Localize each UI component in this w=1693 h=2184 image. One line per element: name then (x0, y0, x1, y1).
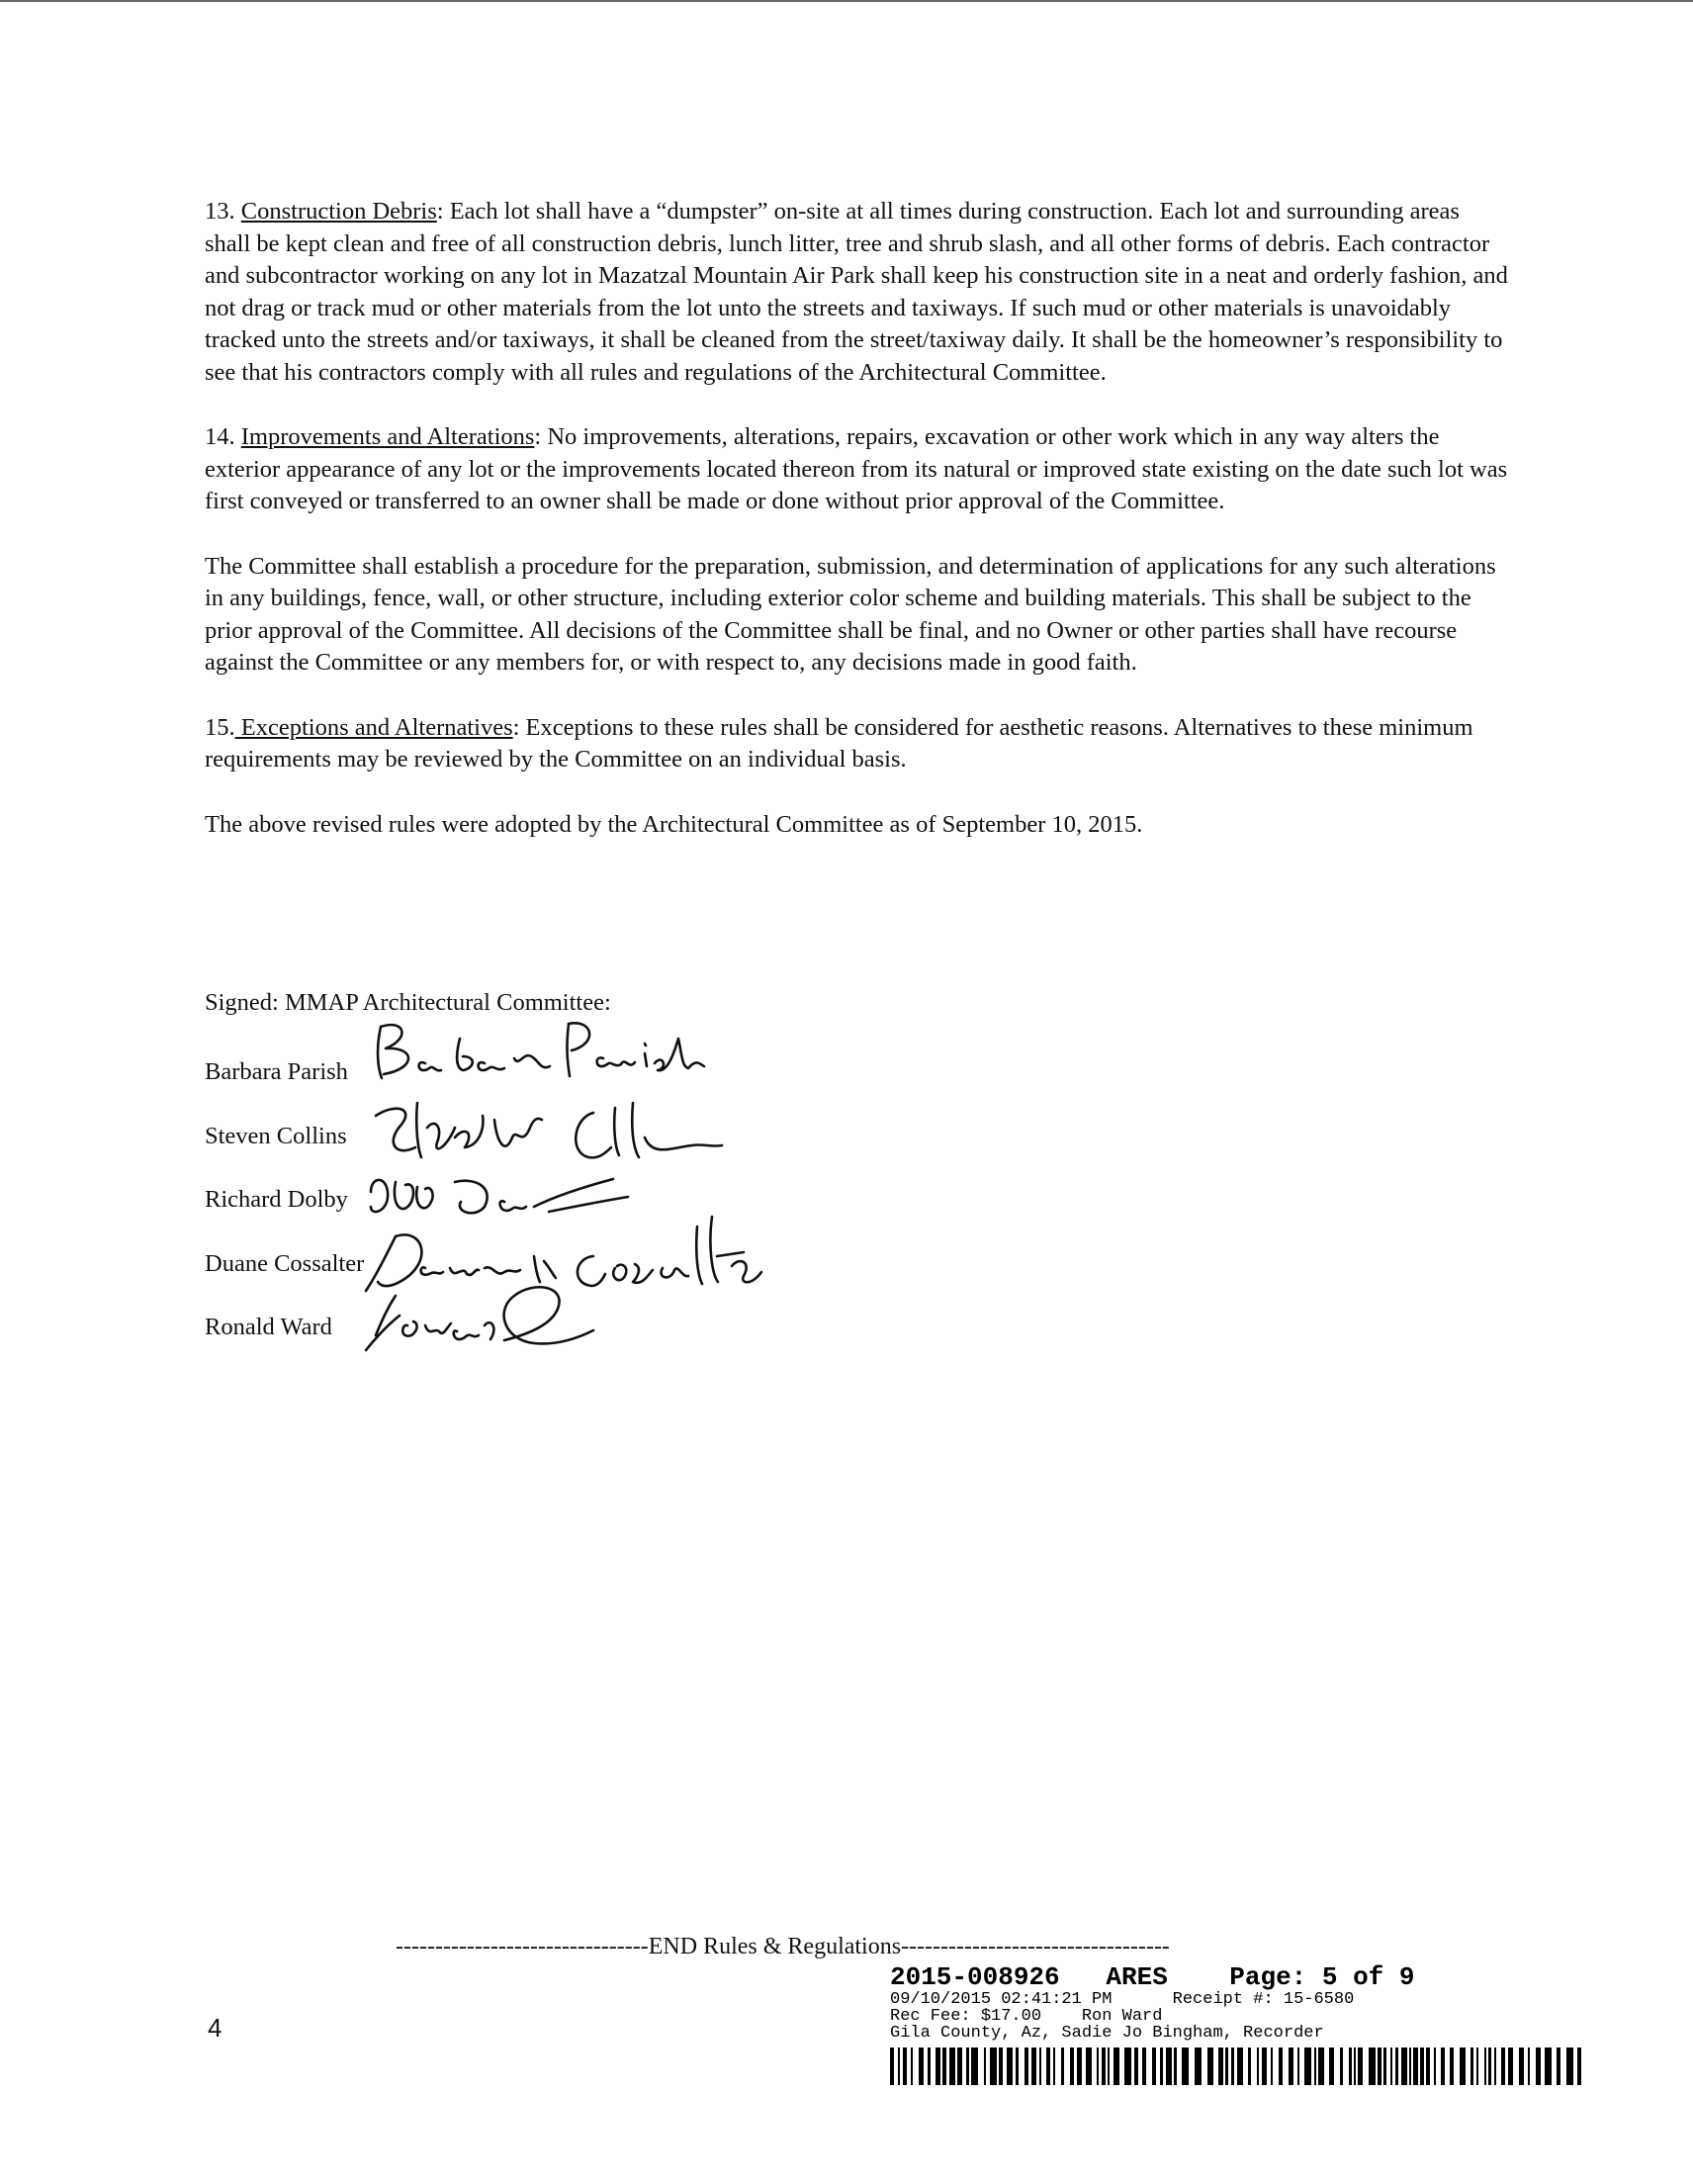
section-15-number: 15. (205, 713, 235, 741)
barcode-bar (999, 2048, 1003, 2085)
section-14-heading: Improvements and Alterations (240, 423, 535, 450)
barcode-bar (1039, 2048, 1041, 2085)
barcode-bar (1314, 2048, 1316, 2085)
barcode-bar (1390, 2048, 1392, 2085)
barcode-bar (984, 2048, 986, 2085)
barcode-bar (1031, 2048, 1036, 2085)
barcode-bar (1395, 2048, 1398, 2085)
section-14 (205, 421, 1510, 518)
barcode-bar (1257, 2048, 1259, 2085)
barcode-bar (1289, 2048, 1293, 2085)
barcode-bar (1086, 2048, 1092, 2085)
barcode-bar (1358, 2048, 1363, 2085)
recorder-stamp (890, 1963, 1415, 2042)
barcode-bar (1434, 2048, 1436, 2085)
barcode-bar (1182, 2048, 1189, 2085)
barcode-bar (1566, 2048, 1573, 2085)
barcode-bar (1329, 2048, 1334, 2085)
barcode-bar (1426, 2048, 1430, 2085)
end-of-rules-marker: --------------------------------END Rules & Regulations---------------------------------- (396, 1934, 1170, 1959)
barcode-bar (1401, 2048, 1407, 2085)
barcode-bar (1174, 2048, 1177, 2085)
barcode-bar (971, 2048, 978, 2085)
barcode-bar (1279, 2048, 1283, 2085)
barcode-bar (1378, 2048, 1381, 2085)
barcode-bar (1450, 2048, 1454, 2085)
barcode-bar (1476, 2048, 1478, 2085)
barcode-bar (1207, 2048, 1213, 2085)
barcode-bar (1225, 2048, 1228, 2085)
barcode-bar (1304, 2048, 1311, 2085)
signature-steven-collins (376, 1103, 722, 1157)
barcode-bar (928, 2048, 931, 2085)
barcode-bar (1061, 2048, 1064, 2085)
barcode-bar (1231, 2048, 1234, 2085)
section-15-text: : Exceptions to these rules shall be considered for aesthetic reasons. Alternatives to these minimum requirements may be reviewed by the Committee on an individual basis. (205, 713, 1473, 773)
barcode-bar (966, 2048, 969, 2085)
signer-name: Ronald Ward (205, 1314, 332, 1340)
barcode-bar (911, 2048, 913, 2085)
barcode-bar (1053, 2048, 1055, 2085)
barcode-bar (1218, 2048, 1223, 2085)
barcode-bar (1494, 2048, 1496, 2085)
section-14-number: 14. (205, 423, 241, 450)
barcode-bar (1166, 2048, 1172, 2085)
barcode-bar (1160, 2048, 1163, 2085)
barcode-bar (1248, 2048, 1251, 2085)
signature-richard-dolby (371, 1179, 628, 1213)
section-14-text: : No improvements, alterations, repairs, excavation or other work which in any way alters the exterior appearance of any lot or the improvements located thereon from its natural or improved state existing on the date such lot was first conveyed or transferred to an owner shall be made or done without prior approval of the Committee. (205, 423, 1508, 514)
barcode-bar (919, 2048, 924, 2085)
barcode-bar (942, 2048, 946, 2085)
barcode-bar (903, 2048, 907, 2085)
barcode-bar (1077, 2048, 1082, 2085)
barcode-bar (1108, 2048, 1110, 2085)
barcode-bar (1557, 2048, 1560, 2085)
page-number: 4 (208, 2013, 223, 2043)
barcode-bar (936, 2048, 940, 2085)
barcode-bar (1349, 2048, 1352, 2085)
barcode-bar (1409, 2048, 1411, 2085)
barcode-bar (1383, 2048, 1386, 2085)
barcode-bar (1097, 2048, 1099, 2085)
barcode-bar (1528, 2048, 1530, 2085)
section-15 (205, 712, 1510, 776)
barcode-bar (990, 2048, 997, 2085)
barcode-bar (1297, 2048, 1299, 2085)
barcode-bar (1536, 2048, 1541, 2085)
barcode-bar (1262, 2048, 1267, 2085)
barcode-bar (1441, 2048, 1445, 2085)
recorder-barcode (890, 2048, 1594, 2087)
rules-body (205, 196, 1510, 873)
barcode-bar (1413, 2048, 1418, 2085)
signer-name: Steven Collins (205, 1123, 347, 1149)
adoption-statement: The above revised rules were adopted by the Architectural Committee as of September 10, 2015. (205, 810, 1143, 838)
barcode-bar (1369, 2048, 1376, 2085)
section-13-number: 13. (205, 198, 241, 225)
barcode-bar (1519, 2048, 1524, 2085)
barcode-bar (1007, 2048, 1013, 2085)
recording-number: 2015-008926 ARES Page: 5 of 9 (890, 1962, 1415, 1992)
scan-edge-line (0, 0, 1693, 2)
barcode-bar (1501, 2048, 1505, 2085)
barcode-bar (1354, 2048, 1356, 2085)
recording-datetime: 09/10/2015 02:41:21 PM Receipt #: 15-6580 (890, 1990, 1355, 2009)
barcode-bar (1114, 2048, 1119, 2085)
barcode-bar (949, 2048, 955, 2085)
barcode-bar (1318, 2048, 1324, 2085)
section-15-heading: Exceptions and Alternatives (234, 713, 513, 741)
section-13-text: : Each lot shall have a “dumpster” on-site at all times during construction. Each lot and surrounding areas shall be kept clean and free of all construction debris, lunch litter, tree and shrub slash, and all other forms of debris. Each contractor and subcontractor working on any lot in Mazatzal Mountain Air Park shall keep his construction site in a neat and orderly fashion, and not drag or track mud or other materials from the lot unto the streets and taxiways. If such mud or other materials is unavoidably tracked unto the streets and/or taxiways, it shall be cleaned from the street/taxiway daily. It shall be the homeowner’s responsibility to see that his contractors comply with all rules and regulations of the Architectural Committee. (205, 198, 1508, 386)
barcode-bar (1484, 2048, 1486, 2085)
barcode-bar (1124, 2048, 1131, 2085)
section-13 (205, 196, 1510, 389)
barcode-bar (1508, 2048, 1513, 2085)
signature-barbara-parish (378, 1023, 704, 1078)
barcode-bar (1070, 2048, 1074, 2085)
signer-name: Richard Dolby (205, 1186, 348, 1213)
signature-header: Signed: MMAP Architectural Committee: (205, 989, 611, 1016)
barcode-bar (1488, 2048, 1491, 2085)
barcode-bar (898, 2048, 900, 2085)
signature-duane-cossalter (366, 1217, 761, 1291)
barcode-bar (1545, 2048, 1552, 2085)
recording-fee: Rec Fee: $17.00 Ron Ward (890, 2007, 1163, 2026)
barcode-bar (1025, 2048, 1028, 2085)
signer-name: Barbara Parish (205, 1058, 348, 1085)
barcode-bar (1460, 2048, 1466, 2085)
barcode-bar (1016, 2048, 1019, 2085)
barcode-bar (1271, 2048, 1273, 2085)
section-13-heading: Construction Debris (240, 198, 437, 225)
barcode-bar (1470, 2048, 1473, 2085)
barcode-bar (1142, 2048, 1146, 2085)
barcode-bar (1577, 2048, 1581, 2085)
committee-procedure-paragraph: The Committee shall establish a procedure for the preparation, submission, and determination of applications for any such alterations in any buildings, fence, wall, or other structure, including exterior color scheme and building materials. This shall be subject to the prior approval of the Committee. All decisions of the Committee shall be final, and no Owner or other parties shall have recourse against the Committee or any members for, or with respect to, any decisions made in good faith. (205, 552, 1496, 676)
signer-name: Duane Cossalter (205, 1250, 365, 1277)
barcode-bar (1046, 2048, 1050, 2085)
barcode-bar (1420, 2048, 1424, 2085)
barcode-bar (1237, 2048, 1243, 2085)
barcode-bar (1134, 2048, 1138, 2085)
barcode-bar (1102, 2048, 1106, 2085)
barcode-bar (1152, 2048, 1156, 2085)
signature-ronald-ward (366, 1287, 593, 1350)
barcode-bar (1340, 2048, 1343, 2085)
handwritten-signatures (356, 1009, 910, 1375)
barcode-bar (1195, 2048, 1202, 2085)
barcode-bar (890, 2048, 894, 2085)
barcode-bar (957, 2048, 962, 2085)
recorder-office: Gila County, Az, Sadie Jo Bingham, Recorder (890, 2024, 1324, 2043)
